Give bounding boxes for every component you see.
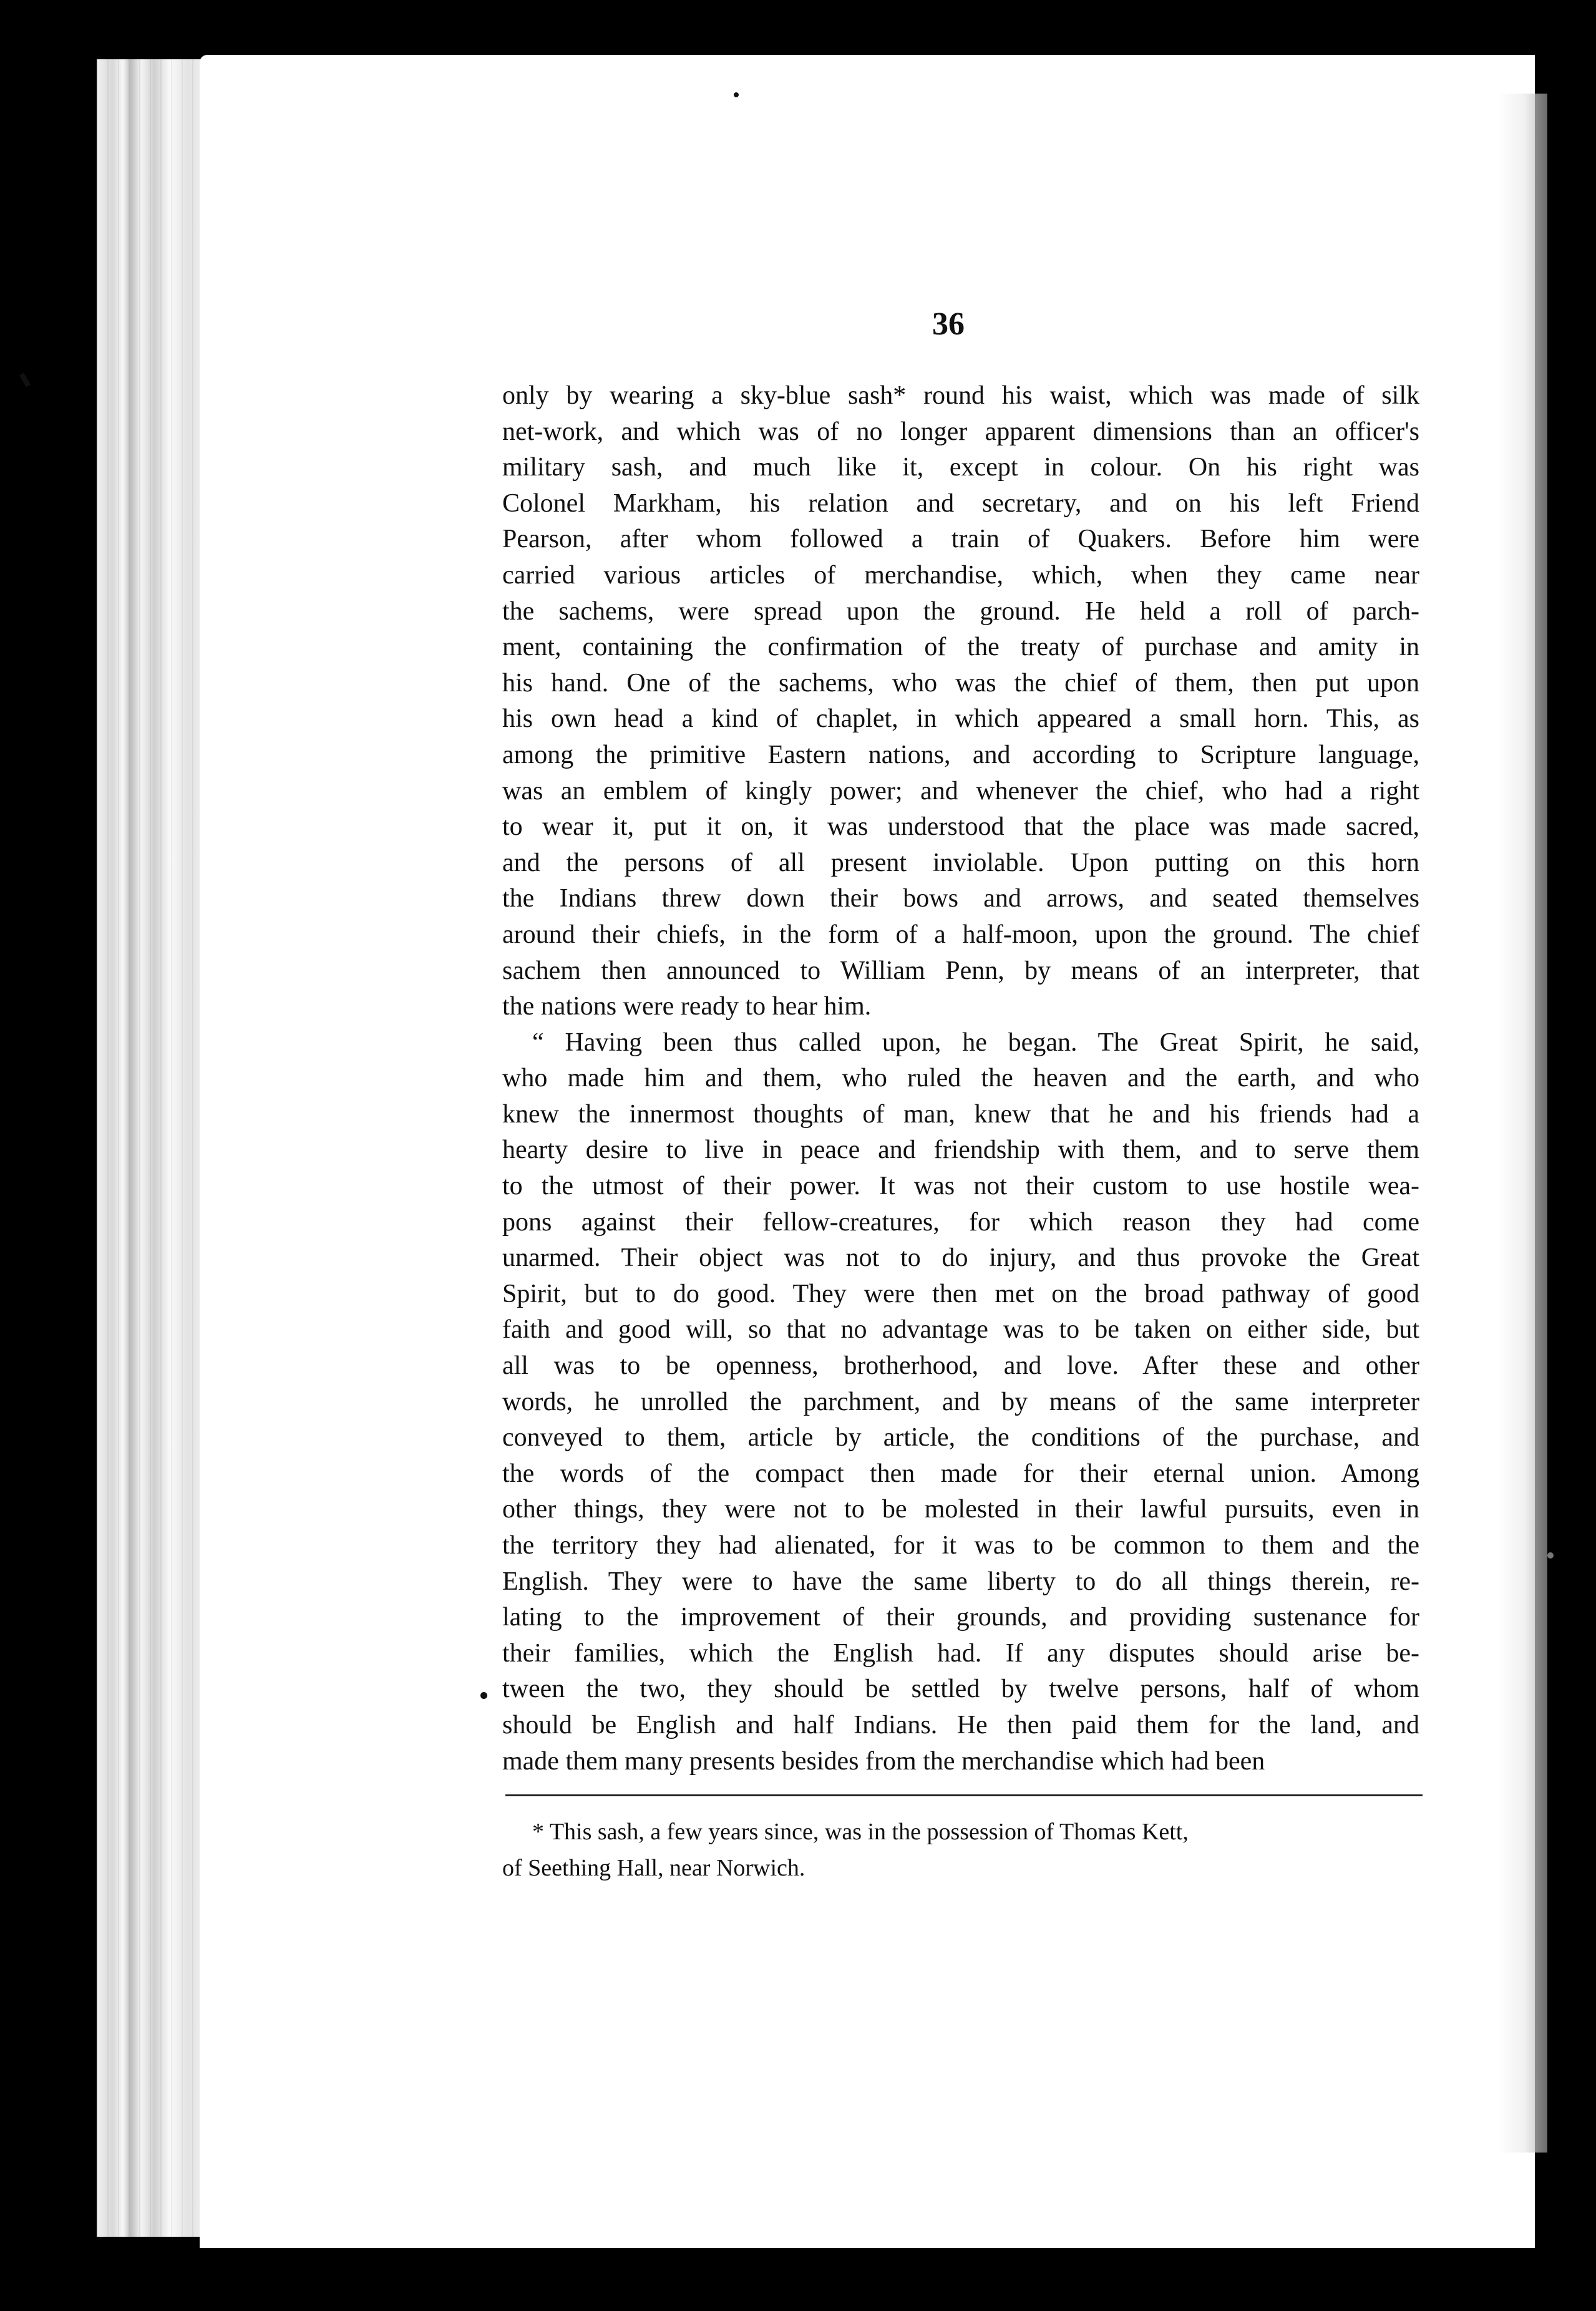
text-line: net-work, and which was of no longer apparent dimensions than an officer's [502,417,1419,446]
footnote-line: of Seething Hall, near Norwich. [502,1855,805,1881]
footnote-line: * This sash, a few years since, was in the possession of Thomas Kett, [532,1819,1189,1845]
margin-mark [480,1692,487,1699]
text-line: other things, they were not to be molested in their lawful pursuits, even in [502,1495,1419,1524]
text-line: and the persons of all present inviolable. Upon putting on this horn [502,848,1419,877]
scan-speck [734,92,739,97]
text-line: the territory they had alienated, for it was to be common to them and the [502,1531,1419,1560]
text-line: tween the two, they should be settled by twelve persons, half of whom [502,1675,1419,1704]
body-text [502,378,1419,1779]
text-line: faith and good will, so that no advantage was to be taken on either side, but [502,1315,1419,1345]
text-line: knew the innermost thoughts of man, knew that he and his friends had a [502,1099,1419,1129]
text-line: words, he unrolled the parchment, and by means of the same interpreter [502,1387,1419,1416]
text-line: only by wearing a sky-blue sash* round his waist, which was made of silk [502,381,1419,410]
text-line: Spirit, but to do good. They were then met on the broad pathway of good [502,1279,1419,1308]
page-number: 36 [932,306,965,342]
text-line: made them many presents besides from the merchandise which had been [502,1746,1265,1776]
text-line: their families, which the English had. If any disputes should arise be- [502,1638,1419,1668]
text-line: who made him and them, who ruled the heaven and the earth, and who [502,1064,1419,1093]
scan-speck [1547,1552,1554,1559]
text-line: hearty desire to live in peace and friendship with them, and to serve them [502,1136,1419,1165]
text-line: among the primitive Eastern nations, and according to Scripture language, [502,740,1419,769]
text-line: all was to be openness, brotherhood, and love. After these and other [502,1351,1419,1381]
text-line: to the utmost of their power. It was not their custom to use hostile wea- [502,1172,1419,1201]
text-line: unarmed. Their object was not to do injury, and thus provoke the Great [502,1243,1419,1273]
footnote [502,1814,1419,1886]
text-line: the words of the compact then made for their eternal union. Among [502,1459,1419,1488]
text-line: the Indians threw down their bows and arrows, and seated themselves [502,884,1419,913]
text-line: military sash, and much like it, except in colour. On his right was [502,453,1419,482]
text-line: sachem then announced to William Penn, by means of an interpreter, that [502,956,1419,985]
text-line: his own head a kind of chaplet, in which appeared a small horn. This, as [502,704,1419,734]
text-line: his hand. One of the sachems, who was the chief of them, then put upon [502,668,1419,698]
text-line: the nations were ready to hear him. [502,992,872,1021]
text-line: Pearson, after whom followed a train of Quakers. Before him were [502,525,1419,554]
text-line: around their chiefs, in the form of a half-moon, upon the ground. The chief [502,920,1419,949]
text-line: should be English and half Indians. He then paid them for the land, and [502,1710,1419,1739]
text-line: to wear it, put it on, it was understood that the place was made sacred, [502,812,1419,842]
scan-speck [19,372,31,387]
text-line: “ Having been thus called upon, he began. The Great Spirit, he said, [532,1028,1419,1057]
text-line: conveyed to them, article by article, the conditions of the purchase, and [502,1423,1419,1452]
text-line: pons against their fellow-creatures, for which reason they had come [502,1207,1419,1237]
text-line: was an emblem of kingly power; and whenever the chief, who had a right [502,776,1419,805]
page-right-shadow [1497,94,1547,2153]
text-line: Colonel Markham, his relation and secretary, and on his left Friend [502,489,1419,518]
text-line: ment, containing the confirmation of the treaty of purchase and amity in [502,633,1419,662]
text-line: carried various articles of merchandise, which, when they came near [502,560,1419,590]
text-line: the sachems, were spread upon the ground. He held a roll of parch- [502,596,1419,626]
text-line: lating to the improvement of their grounds, and providing sustenance for [502,1603,1419,1632]
text-line: English. They were to have the same liberty to do all things therein, re- [502,1567,1419,1596]
footnote-rule [505,1794,1423,1796]
